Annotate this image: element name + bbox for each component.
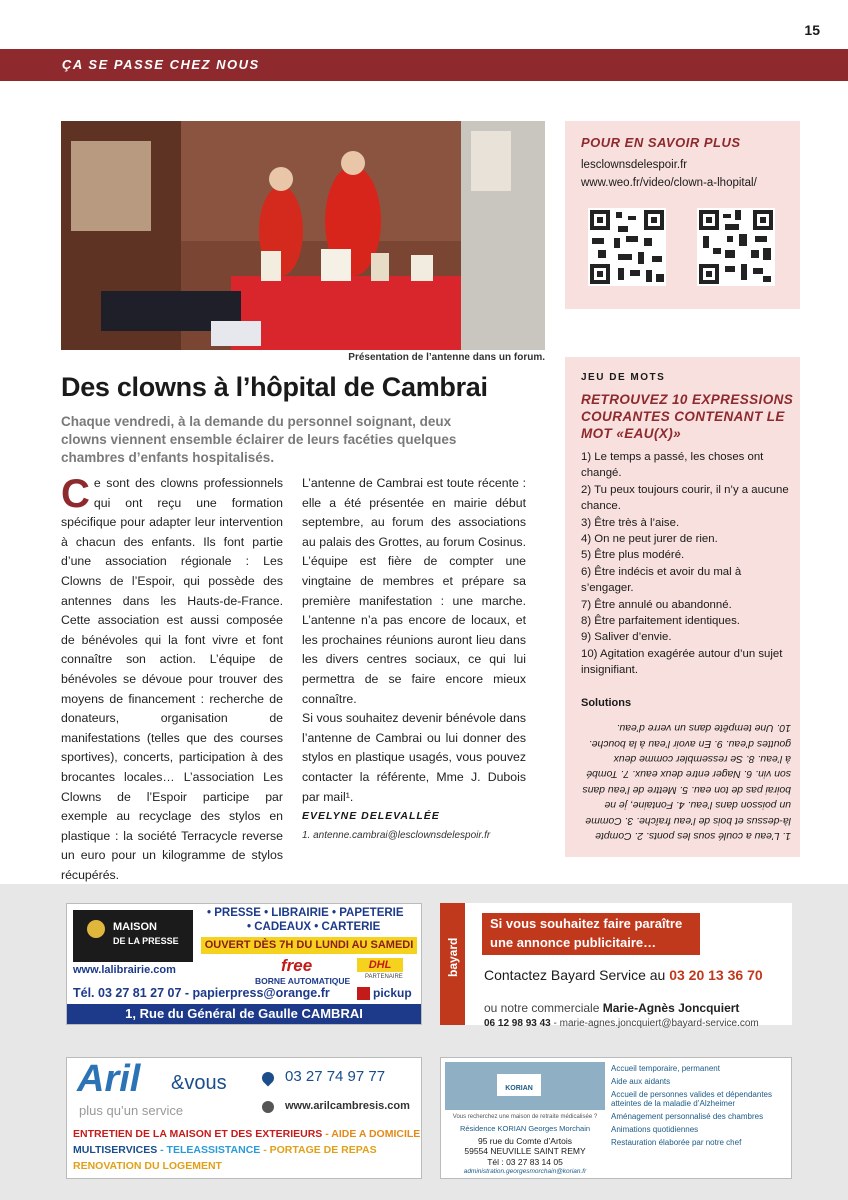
korian-logo: KORIAN — [505, 1085, 533, 1092]
aril-website[interactable]: www.arilcambresis.com — [285, 1100, 410, 1112]
press-services-2: • CADEAUX • CARTERIE — [247, 921, 381, 933]
question-item: 1) Le temps a passé, les choses ont changé. — [581, 451, 764, 480]
article-column-1 — [61, 474, 283, 885]
korian-logo-box — [497, 1074, 541, 1096]
bayard-headline-box — [482, 913, 700, 955]
dhl-subtitle: PARTENAIRE — [365, 974, 403, 980]
info-box — [565, 121, 800, 309]
press-services-1: • PRESSE • LIBRAIRIE • PAPETERIE — [207, 907, 404, 919]
word-game-heading: RETROUVEZ 10 EXPRESSIONS COURANTES CONTENANT LE MOT «EAU(X)» — [581, 392, 794, 441]
photo-caption: Présentation de l’antenne dans un forum. — [348, 352, 545, 363]
korian-intro: Vous recherchez une maison de retraite médicalisée ? — [452, 1114, 598, 1120]
brand-line-2: DE LA PRESSE — [113, 936, 179, 946]
bayard-logo-bar — [440, 903, 465, 1025]
bayard-commercial-email[interactable]: - marie-agnes.joncquiert@bayard-service.com — [550, 1018, 759, 1029]
bayard-commercial — [484, 1001, 739, 1015]
question-item: 7) Être annulé ou abandonné. — [581, 598, 732, 611]
aril-line-1a: ENTRETIEN DE LA MAISON ET DES EXTERIEURS — [73, 1128, 323, 1140]
article-col2-p2: Si vous souhaitez devenir bénévole dans l’antenne de Cambrai ou lui donner des stylos en plastique usagés, vous pouvez contacter la référente, Mme J. Dubois par mail¹. — [302, 711, 526, 804]
bayard-contact — [484, 967, 763, 983]
ad-maison-presse[interactable] — [66, 903, 422, 1025]
globe-icon — [262, 1101, 274, 1113]
question-item: 9) Saliver d’envie. — [581, 631, 672, 644]
aril-logo-vous: &vous — [171, 1072, 227, 1094]
section-band — [0, 49, 848, 81]
aril-line-2a: MULTISERVICES — [73, 1144, 158, 1156]
dhl-logo: DHL — [357, 958, 403, 972]
bayard-contact-prefix: Contactez Bayard Service au — [484, 967, 670, 983]
aril-tagline: plus qu’un service — [79, 1103, 184, 1118]
question-item: 4) On ne peut jurer de rien. — [581, 533, 718, 546]
qr-code-icon[interactable] — [697, 208, 775, 286]
bayard-commercial-prefix: ou notre commerciale — [484, 1001, 603, 1015]
korian-service-item: Aide aux aidants — [611, 1077, 671, 1086]
brand-line-1: MAISON — [113, 921, 157, 933]
korian-phone: Tél : 03 27 83 14 05 — [487, 1157, 563, 1167]
press-address: 1, Rue du Général de Gaulle CAMBRAI — [67, 1004, 421, 1024]
free-logo: free — [281, 956, 313, 975]
korian-address-1: 95 rue du Comte d’Artois — [477, 1136, 573, 1146]
question-item: 10) Agitation exagérée autour d’un sujet insignifiant. — [581, 647, 783, 677]
question-item: 2) Tu peux toujours courir, il n’y a aucune chance. — [581, 483, 789, 513]
info-link-2[interactable]: www.weo.fr/video/clown-a-lhopital/ — [581, 177, 757, 189]
press-hours: OUVERT DÈS 7H DU LUNDI AU SAMEDI — [201, 937, 417, 954]
aril-line-1b: - AIDE A DOMICILE — [322, 1128, 421, 1140]
korian-name: Résidence KORIAN Georges Morchain — [459, 1124, 591, 1133]
question-item: 3) Être très à l’aise. — [581, 516, 680, 529]
korian-address-2: 59554 NEUVILLE SAINT REMY — [464, 1146, 586, 1156]
korian-photo — [445, 1062, 605, 1110]
bayard-headline-2: une annonce publicitaire… — [490, 935, 657, 950]
korian-service-item: Accueil de personnes valides et dépendantes atteintes de la maladie d’Alzheimer — [611, 1090, 772, 1108]
article-author: EVELYNE DELEVALLÉE — [302, 810, 440, 822]
question-item: 8) Être parfaitement identiques. — [581, 615, 740, 628]
pickup-logo: pickup — [373, 986, 412, 1000]
aril-line-3: RENOVATION DU LOGEMENT — [73, 1160, 222, 1172]
bayard-logo: bayard — [446, 937, 460, 977]
pickup-icon — [357, 987, 370, 1000]
qr-code-icon[interactable] — [588, 208, 666, 286]
aril-line-2c: - PORTAGE DE REPAS — [260, 1144, 377, 1156]
article-photo — [61, 121, 545, 350]
aril-line-1 — [73, 1128, 420, 1140]
korian-services — [611, 1064, 789, 1147]
question-item: 5) Être plus modéré. — [581, 549, 685, 562]
location-pin-icon — [260, 1070, 277, 1087]
drop-cap: C — [61, 472, 90, 516]
article-footnote: 1. antenne.cambrai@lesclownsdelespoir.fr — [302, 830, 491, 841]
korian-service-item: Accueil temporaire, permanent — [611, 1064, 720, 1073]
section-title: ÇA SE PASSE CHEZ NOUS — [62, 57, 260, 72]
bayard-commercial-contact — [484, 1018, 759, 1029]
korian-service-item: Restauration élaborée par notre chef — [611, 1138, 742, 1147]
aril-logo: Aril — [77, 1058, 141, 1100]
page-number: 15 — [804, 22, 820, 38]
bayard-phone: 03 20 13 36 70 — [669, 967, 763, 983]
bayard-commercial-phone: 06 12 98 93 43 — [484, 1018, 551, 1029]
article-chapo: Chaque vendredi, à la demande du personnel soignant, deux clowns viennent ensemble éclairer de leurs facéties quelques chambres d’enfants hospitalisés. — [61, 414, 457, 465]
article-column-2 — [302, 474, 526, 807]
korian-service-item: Animations quotidiennes — [611, 1125, 699, 1134]
aril-phone: 03 27 74 97 77 — [285, 1068, 386, 1085]
article-title: Des clowns à l’hôpital de Cambrai — [61, 372, 488, 402]
free-subtitle: BORNE AUTOMATIQUE — [255, 976, 351, 986]
solutions-upside-down: 1. L’eau a coulé sous les ponts. 2. Compte là-dessus et bois de l’eau fraîche. 3. Comme un poisson dans l’eau. 4. Fontaine, je ne boirai pas de ton eau. 5. Mettre de l’eau dans son vin. 6. Nager entre deux eaux. 7. Tombé à l’eau. 8. Se ressembler comme deux gouttes d’eau. 9. En avoir l’eau à la bouche. 10. Une tempête dans un verre d’eau. — [582, 722, 791, 841]
feather-icon — [87, 920, 105, 938]
bayard-commercial-name: Marie-Agnès Joncquiert — [602, 1001, 740, 1015]
article-col1-text: e sont des clowns professionnels qui ont reçu une formation spécifique pour adapter leur intervention à chacun des enfants. Ils font partie d’une association régionale : Les Clowns de l’Espoir, qui possède des antennes dans les Hauts-de-France. Cette association est aussi composée de bénévoles qui la font vivre et font connaître son action. L’équipe de bénévoles se dévoue pour trouver des moyens de financement : recherche de donateurs, organisation de manifestations (telles que des courses sportives), concerts, participation à des brocantes locales… L’association Les Clowns de l’Espoir participe par exemple au recyclage des stylos en plastique : la société Terracycle reverse un euro pour un kilogramme de stylos récupérés. — [61, 476, 283, 882]
article-col2-p1: L’antenne de Cambrai est toute récente : elle a été présentée en mairie début septembre, au forum des associations au palais des Grottes, au forum Cosinus. L’équipe est fière de compter une vingtaine de membres et prépare sa première manifestation : une marche. L’antenne n’a pas encore de locaux, et les prochaines réunions auront lieu dans les divers centres sociaux, ce qui lui permettra de se faire encore mieux connaître. — [302, 476, 526, 706]
question-item: 6) Être indécis et avoir du mal à s’engager. — [581, 565, 742, 595]
ad-korian[interactable] — [440, 1057, 792, 1179]
maison-presse-logo — [73, 910, 193, 962]
solutions-label: Solutions — [581, 697, 632, 709]
korian-email[interactable]: administration.georgesmorchain@korian.fr — [463, 1168, 587, 1175]
info-heading: POUR EN SAVOIR PLUS — [581, 135, 741, 150]
ad-bayard[interactable] — [440, 903, 792, 1029]
korian-service-item: Aménagement personnalisé des chambres — [611, 1112, 764, 1121]
press-phone: Tél. 03 27 81 27 07 - papierpress@orange.fr — [73, 986, 330, 1000]
aril-line-2 — [73, 1144, 377, 1156]
bayard-headline-1: Si vous souhaitez faire paraître — [490, 916, 683, 931]
aril-line-2b: - TELEASSISTANCE — [157, 1144, 261, 1156]
word-game-questions — [581, 449, 791, 679]
press-website[interactable]: www.lalibrairie.com — [73, 964, 176, 976]
info-link-1[interactable]: lesclownsdelespoir.fr — [581, 159, 688, 171]
word-game-box — [565, 357, 800, 857]
ad-aril[interactable] — [66, 1057, 422, 1179]
word-game-tag: JEU DE MOTS — [581, 372, 666, 383]
